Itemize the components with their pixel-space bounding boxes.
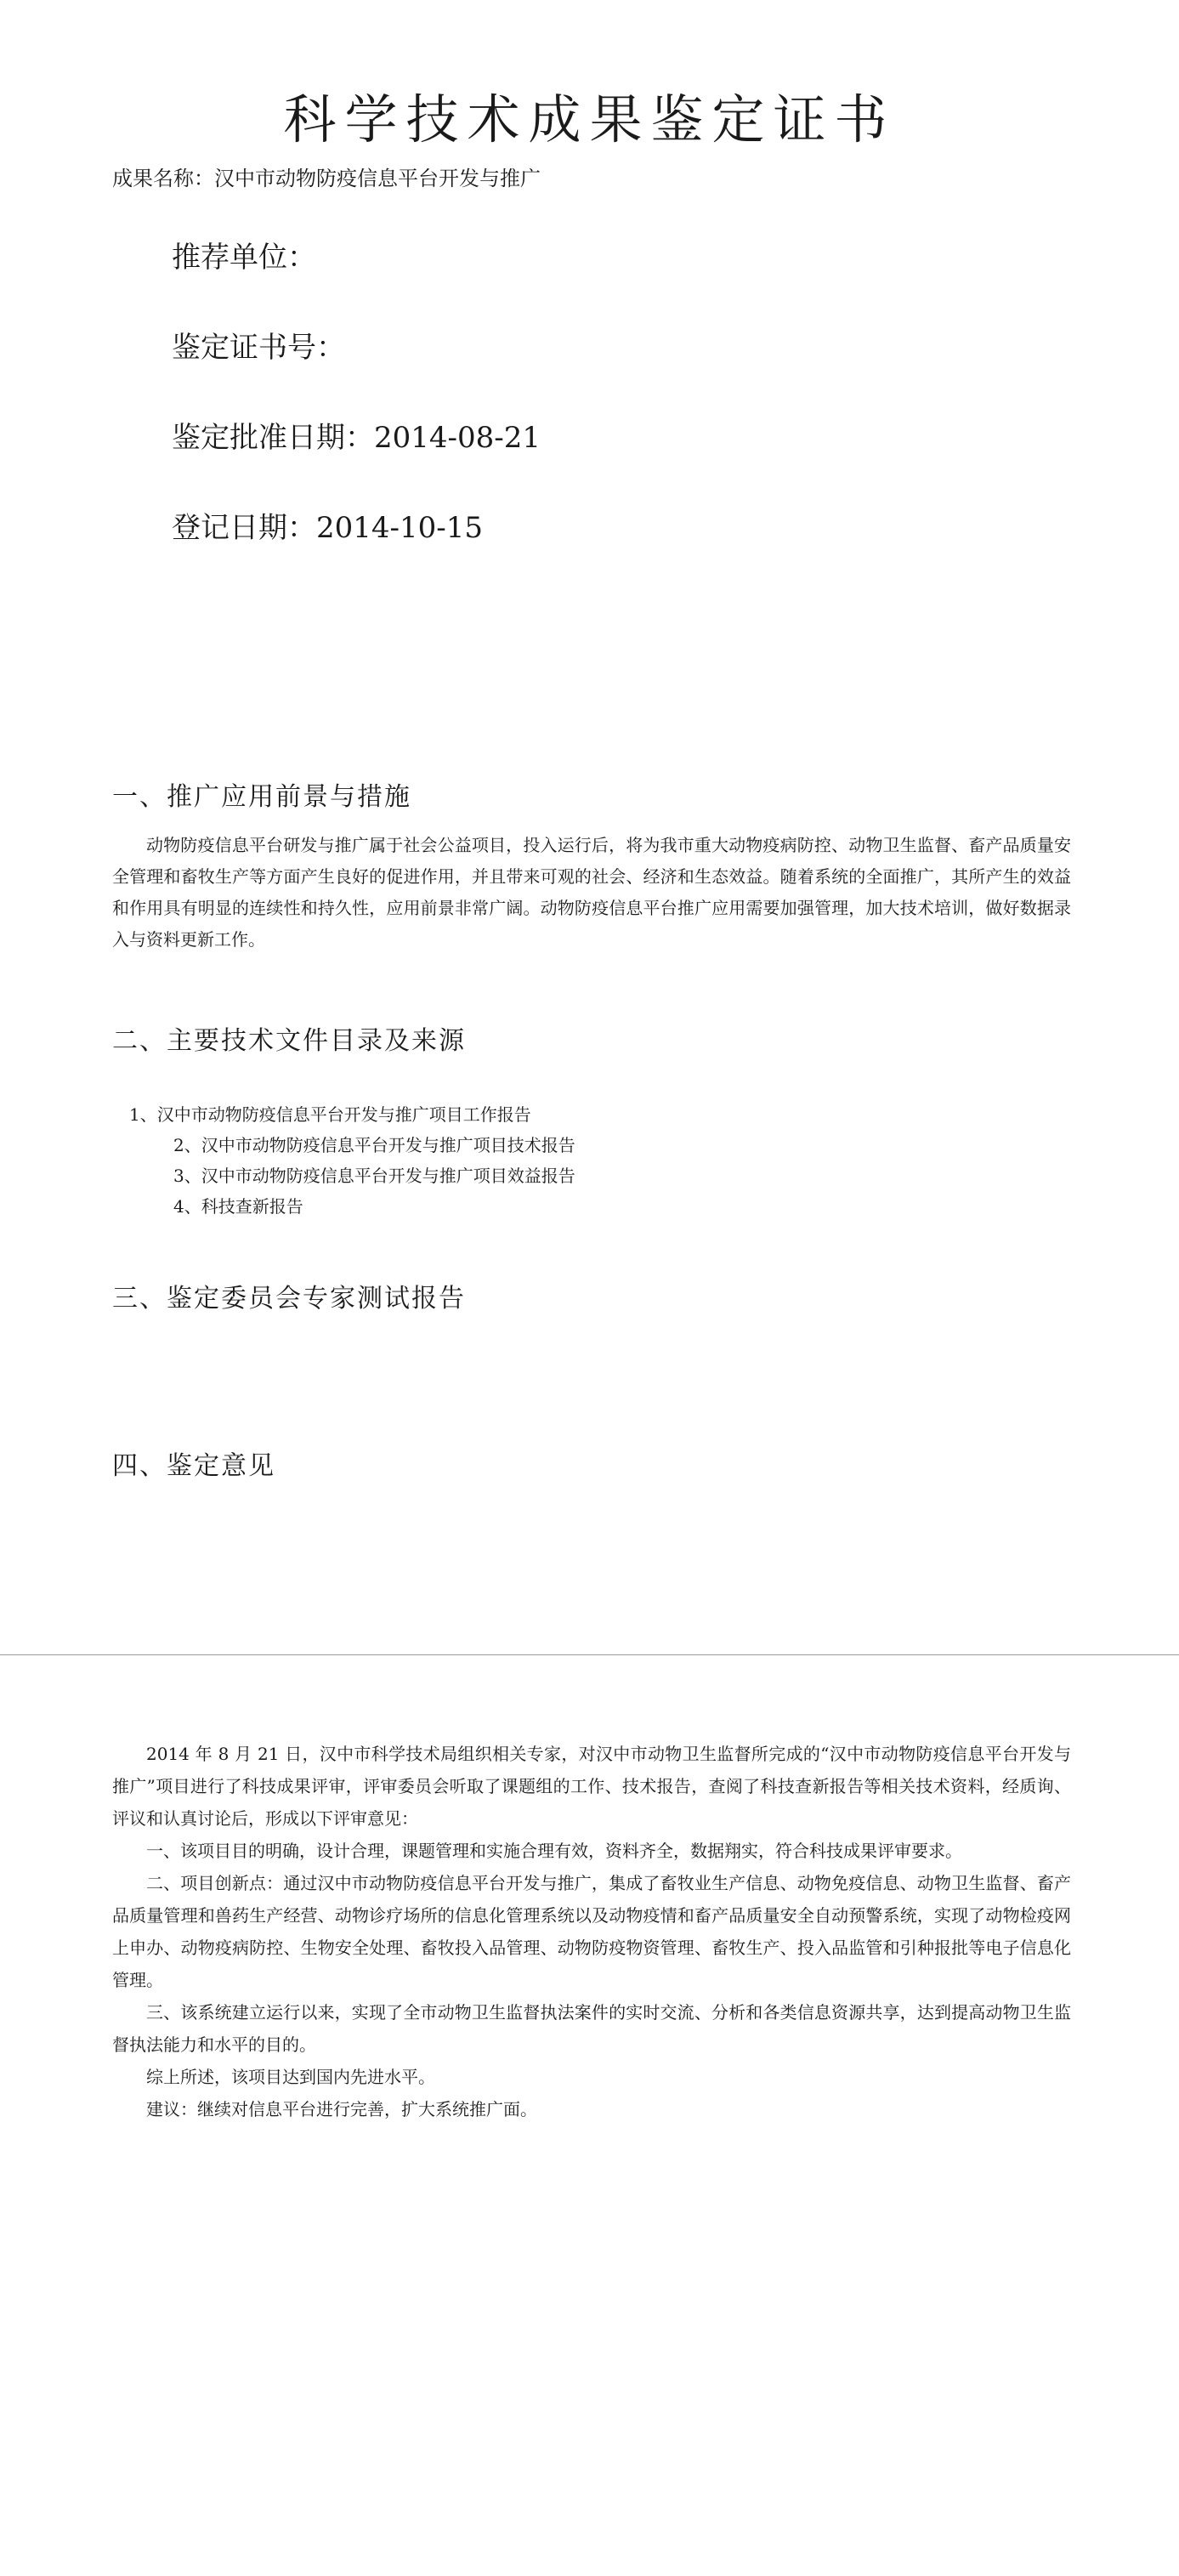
document-list-item: 4、科技查新报告 xyxy=(173,1196,303,1217)
document-list-item: 3、汉中市动物防疫信息平台开发与推广项目效益报告 xyxy=(173,1166,575,1186)
section-heading-appraisal-opinion: 四、鉴定意见 xyxy=(112,1451,275,1481)
achievement-name: 成果名称：汉中市动物防疫信息平台开发与推广 xyxy=(112,167,541,190)
recommending-unit-field: 推荐单位： xyxy=(172,241,316,275)
section-heading-technical-documents: 二、主要技术文件目录及来源 xyxy=(112,1026,466,1056)
document-list-item: 2、汉中市动物防疫信息平台开发与推广项目技术报告 xyxy=(173,1135,575,1155)
certificate-title: 科学技术成果鉴定证书 xyxy=(283,88,896,150)
opinion-paragraph: 二、项目创新点：通过汉中市动物防疫信息平台开发与推广，集成了畜牧业生产信息、动物免疫信息、动物卫生监督、畜产品质量管理和兽药生产经营、动物诊疗场所的信息化管理系统以及动物疫情和畜产品质量安全自动预警系统，实现了动物检疫网上申办、动物疫病防控、生物安全处理、畜牧投入品管理、动物防疫物资管理、畜牧生产、投入品监管和引种报批等电子信息化管理。 xyxy=(112,1873,1071,1990)
opinion-paragraph: 一、该项目目的明确，设计合理，课题管理和实施合理有效，资料齐全，数据翔实，符合科技成果评审要求。 xyxy=(146,1841,962,1861)
page-divider xyxy=(0,1654,1179,1655)
approval-date-field: 鉴定批准日期：2014-08-21 xyxy=(172,421,541,455)
appraisal-opinion-body xyxy=(112,1738,1071,2125)
section-body-application-prospects: 动物防疫信息平台研发与推广属于社会公益项目，投入运行后，将为我市重大动物疫病防控、动物卫生监督、畜产品质量安全管理和畜牧生产等方面产生良好的促进作用，并且带来可观的社会、经济和生态效益。随着系统的全面推广，其所产生的效益和作用具有明显的连续性和持久性，应用前景非常广阔。动物防疫信息平台推广应用需要加强管理，加大技术培训，做好数据录入与资料更新工作。 xyxy=(112,835,1071,950)
section-heading-application-prospects: 一、推广应用前景与措施 xyxy=(112,782,411,812)
opinion-paragraph: 2014 年 8 月 21 日，汉中市科学技术局组织相关专家，对汉中市动物卫生监督所完成的“汉中市动物防疫信息平台开发与推广”项目进行了科技成果评审，评审委员会听取了课题组的工作、技术报告，查阅了科技查新报告等相关技术资料，经质询、评议和认真讨论后，形成以下评审意见： xyxy=(112,1744,1071,1829)
opinion-paragraph: 建议：继续对信息平台进行完善，扩大系统推广面。 xyxy=(146,2099,537,2119)
certificate-number-field: 鉴定证书号： xyxy=(172,331,345,365)
registration-date-field: 登记日期：2014-10-15 xyxy=(172,511,484,545)
document-list-item: 1、汉中市动物防疫信息平台开发与推广项目工作报告 xyxy=(129,1104,531,1125)
opinion-paragraph: 三、该系统建立运行以来，实现了全市动物卫生监督执法案件的实时交流、分析和各类信息资源共享，达到提高动物卫生监督执法能力和水平的目的。 xyxy=(112,2002,1071,2055)
section-heading-expert-test-report: 三、鉴定委员会专家测试报告 xyxy=(112,1284,466,1314)
opinion-paragraph: 综上所述，该项目达到国内先进水平。 xyxy=(146,2067,435,2087)
